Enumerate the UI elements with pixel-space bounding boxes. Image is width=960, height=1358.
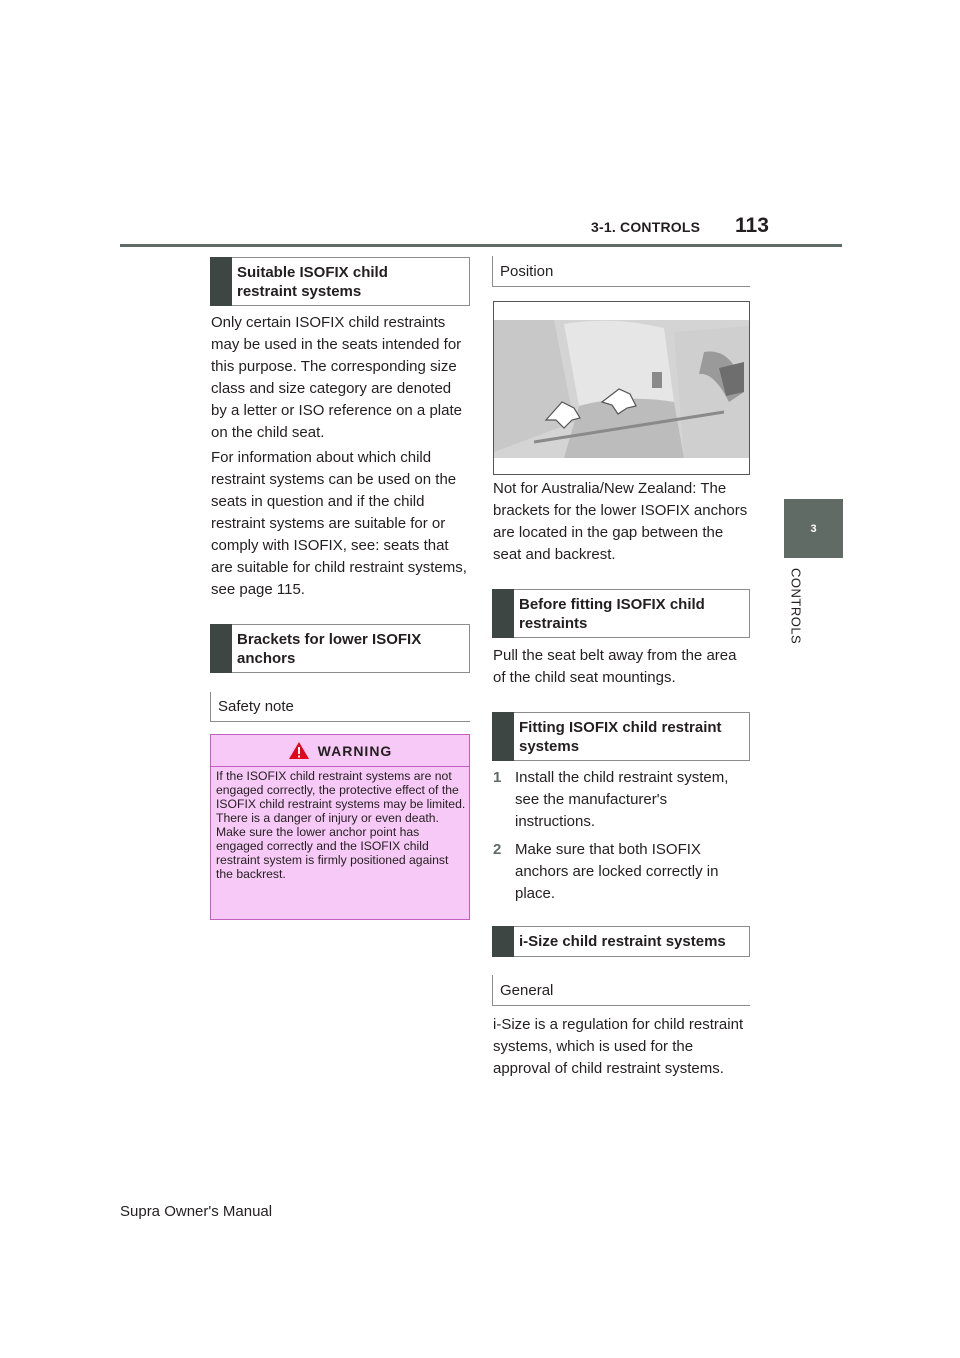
step-item	[493, 839, 751, 905]
subhead-general: General	[492, 975, 750, 1006]
warning-title-text: WARNING	[317, 742, 393, 759]
paragraph-general: i-Size is a regulation for child restraint systems, which is used for the approval of child restraint systems.	[493, 1016, 744, 1077]
warning-box	[210, 734, 470, 920]
heading-before-fitting	[492, 589, 750, 638]
warning-body: If the ISOFIX child restraint systems are not engaged correctly, the protective effect of the ISOFIX child restraint systems may be limited. There is a danger of injury or even death. Make sure the lower anchor point has engaged correctly and the ISOFIX child restraint system is firmly positioned against the backrest.	[216, 769, 466, 881]
heading-bar	[210, 624, 232, 673]
heading-fitting-label: Fitting ISOFIX child restraint systems	[519, 718, 722, 755]
subhead-safety-note: Safety note	[210, 692, 470, 722]
step-number: 2	[493, 841, 502, 858]
header-rule	[120, 244, 842, 247]
isofix-seat-illustration	[493, 301, 750, 475]
heading-bar	[210, 257, 232, 306]
heading-bar	[492, 589, 514, 638]
paragraph-before-fitting: Pull the seat belt away from the area of the child seat mountings.	[493, 647, 737, 686]
chapter-label-text: CONTROLS	[788, 568, 804, 645]
heading-brackets-label: Brackets for lower ISOFIX anchors	[237, 630, 422, 667]
subhead-position: Position	[492, 256, 750, 287]
heading-suitable-label: Suitable ISOFIX child restraint systems	[237, 263, 388, 300]
heading-isize	[492, 926, 750, 957]
section-title: 3-1. CONTROLS	[591, 219, 701, 235]
figure-caption: Not for Australia/New Zealand: The brackets for the lower ISOFIX anchors are located in the gap between the seat and backrest.	[493, 480, 748, 563]
seat-illustration	[494, 302, 749, 474]
heading-bar	[492, 926, 514, 957]
footer-text: Supra Owner's Manual	[120, 1203, 273, 1220]
heading-suitable-isofix	[210, 257, 470, 306]
warning-triangle-icon	[288, 741, 310, 760]
chapter-number: 3	[810, 522, 817, 535]
warning-divider	[211, 766, 469, 767]
chapter-label	[776, 568, 816, 658]
paragraph-isofix-info: For information about which child restraint systems can be used on the seats in question and if the child restraint systems are suitable for or comply with ISOFIX, see: seats that are suitable for child restraint systems, see page 115.	[211, 449, 467, 598]
paragraph-isofix-restraints: Only certain ISOFIX child restraints may be used in the seats intended for this purpose. The corresponding size class and size category are denoted by a letter or ISO reference on a plate on the child seat.	[211, 314, 462, 441]
heading-bar	[492, 712, 514, 761]
page-number: 113	[735, 214, 769, 237]
heading-fitting	[492, 712, 750, 761]
heading-before-label: Before fitting ISOFIX child restraints	[519, 595, 705, 632]
step-number: 1	[493, 769, 502, 786]
warning-title	[211, 741, 469, 760]
step-text: Install the child restraint system, see the manufacturer's instructions.	[515, 769, 729, 830]
step-text: Make sure that both ISOFIX anchors are locked correctly in place.	[515, 841, 719, 902]
heading-brackets	[210, 624, 470, 673]
step-item	[493, 767, 751, 833]
heading-isize-label: i-Size child restraint systems	[519, 933, 726, 950]
chapter-tab[interactable]	[784, 499, 843, 558]
